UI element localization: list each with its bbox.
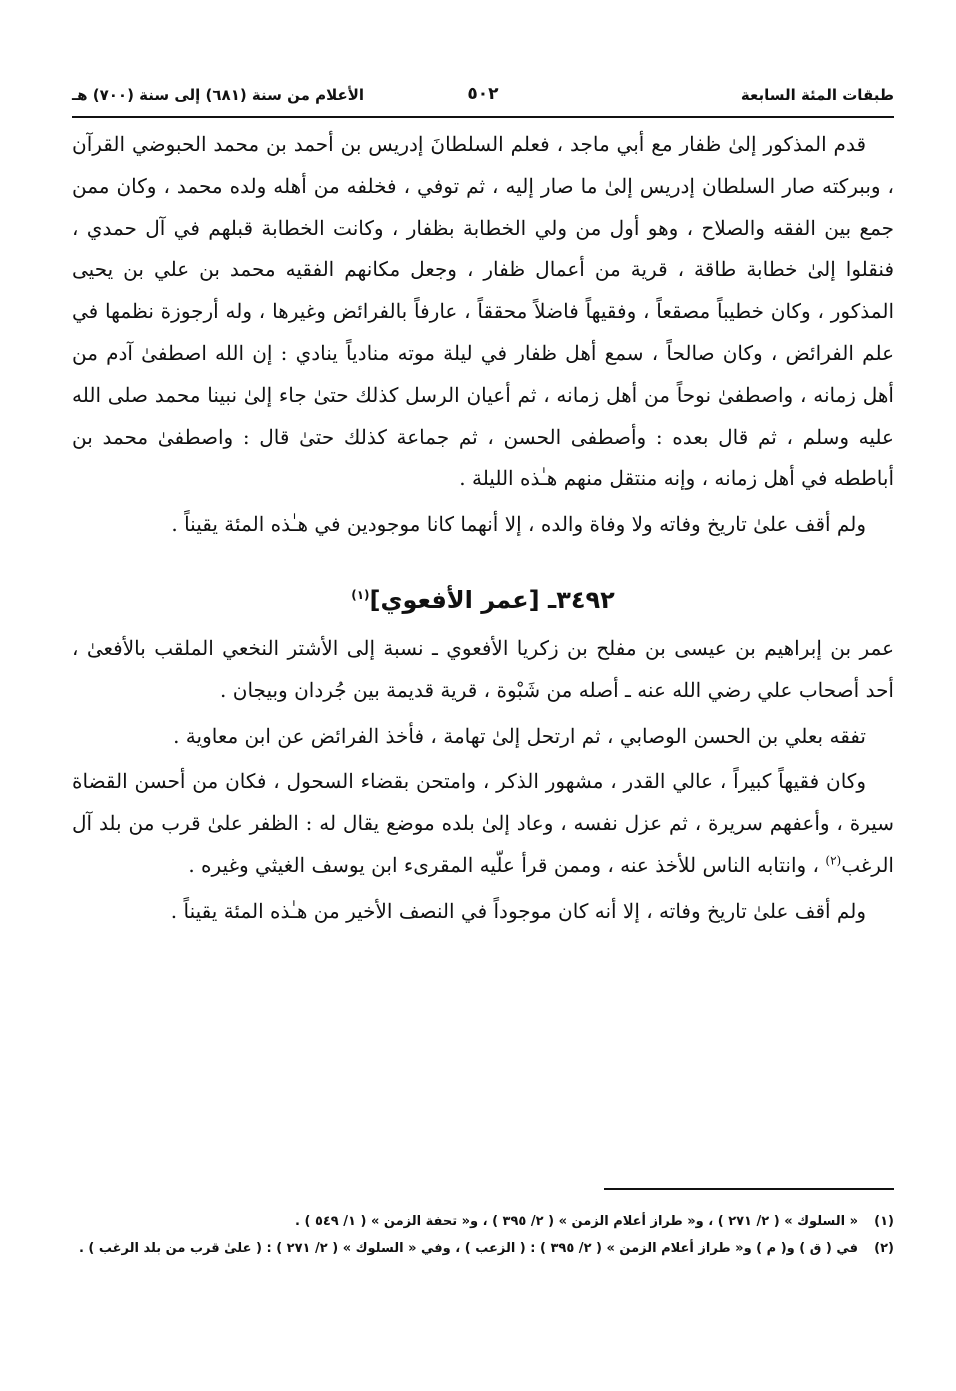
main-text [72,124,894,933]
footnote-ref-1: (١) [351,587,370,602]
section-title: طبقات المئة السابعة [740,86,894,104]
entry-paragraph-lineage: عمر بن إبراهيم بن عيسى بن مفلح بن زكريا الأفعوي ـ نسبة إلى الأشتر النخعي الملقب بالأفعىٰ ، أحد أصحاب علي رضي الله عنه ـ أصله من شَبْوة ، قرية قديمة بين جُردان وبيجان . [72,635,894,702]
footnotes [72,1208,894,1262]
footnote-1 [72,1208,894,1235]
footnote-text: « السلوك » ( ٢/ ٢٧١ ) ، و« طراز أعلام الزمن » ( ٢/ ٣٩٥ ) ، و« تحفة الزمن » ( ١/ ٥٤٩ ) . [295,1214,858,1229]
footnote-number: (١) [874,1214,894,1229]
running-header [72,78,894,112]
entry-heading [72,580,894,620]
paragraph-continued-biography: قدم المذكور إلىٰ ظفار مع أبي ماجد ، فعلم السلطانَ إدريس بن أحمد بن محمد الحبوضي القرآن ، وببركته صار السلطان إدريس إلىٰ ما صار إليه ، ثم توفي ، فخلفه من أهله ولده محمد ، وكان ممن جمع بين الفقه والصلاح ، وهو أول من ولي الخطابة بظفار ، وكانت الخطابة قبلهم في آل حمدي ، فنقلوا إلىٰ خطابة طاقة ، قرية من أعمال ظفار ، وجعل مكانهم الفقيه محمد بن علي بن يحيى المذكور ، وكان خطيباً مصقعاً ، وفقيهاً فاضلاً محققاً ، عارفاً بالفرائض وغيرها ، وله أرجوزة نظمها في علم الفرائض ، وكان صالحاً ، سمع أهل ظفار في ليلة موته منادياً ينادي : إن الله اصطفىٰ آدم من أهل زمانه ، واصطفىٰ نوحاً من أهل زمانه ، ثم أعيان الرسل كذلك حتىٰ جاء إلىٰ نبينا محمد صلى الله عليه وسلم ، ثم قال بعده : وأصطفى الحسن ، ثم جماعة كذلك حتىٰ قال : واصطفىٰ محمد بن أباططه في أهل زمانه ، وإنه منتقل منهم هـٰذه الليلة . [72,132,894,491]
footnote-text: في ( ق ) و( م ) و« طراز أعلام الزمن » ( ٢/ ٣٩٥ ) : ( الزعب ) ، وفي « السلوك » ( ٢/ ٢٧١ ) : ( علىٰ قرب من بلد الرغب ) . [78,1241,858,1256]
career-text-a: وكان فقيهاً كبيراً ، عالي القدر ، مشهور الذكر ، وامتحن بقضاء السحول ، فكان من أحسن القضاة سيرة ، وأعفهم سريرة ، ثم عزل نفسه ، وعاد إلىٰ بلده موضع يقال له : الظفر علىٰ قرب من بلد آل الرغب [72,769,894,877]
footnote-divider [604,1188,894,1190]
year-range-title: الأعلام من سنة (٦٨١) إلى سنة (٧٠٠) هـ [72,86,365,104]
entry-paragraph-career [72,761,894,886]
header-divider [72,116,894,118]
page-number: ٥٠٢ [467,84,499,104]
footnote-number: (٢) [874,1241,894,1256]
career-text-b: ، وانتابه الناس للأخذ عنه ، وممن قرأ علّيه المقرىء ابن يوسف الغيثي وغيره . [188,852,826,877]
paragraph-death-note: ولم أقف علىٰ تاريخ وفاته ولا وفاة والده ، إلا أنهما كانا موجودين في هـٰذه المئة يقيناً . [171,512,866,537]
entry-paragraph-death: ولم أقف علىٰ تاريخ وفاته ، إلا أنه كان موجوداً في النصف الأخير من هـٰذه المئة يقيناً . [170,898,866,923]
entry-heading-text: ٣٤٩٢ـ [عمر الأفعوي] [369,585,615,614]
footnote-2 [72,1235,894,1262]
entry-paragraph-study: تفقه بعلي بن الحسن الوصابي ، ثم ارتحل إلىٰ تهامة ، فأخذ الفرائض عن ابن معاوية . [173,723,866,748]
footnote-ref-2: (٢) [825,853,842,868]
